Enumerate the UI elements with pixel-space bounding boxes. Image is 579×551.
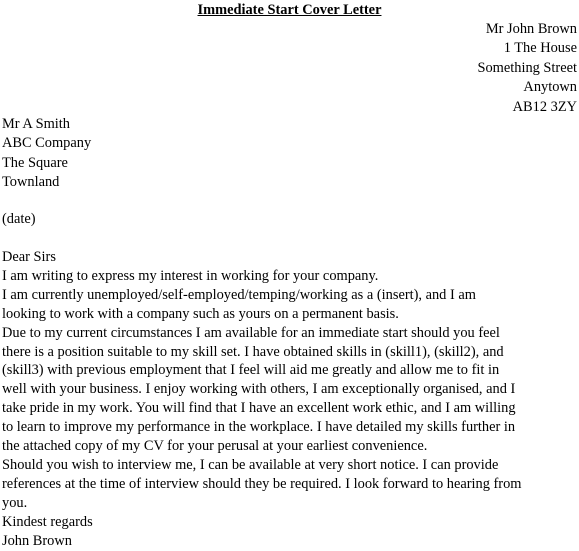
signature-name: John Brown (2, 532, 72, 549)
body-line: (skill3) with previous employment that I feel will aid me greatly and allow me to fit in (2, 362, 500, 379)
body-line: references at the time of interview should they be required. I look forward to hearing from (2, 475, 522, 492)
body-line: the attached copy of my CV for your perusal at your earliest convenience. (2, 438, 428, 455)
body-line: looking to work with a company such as yours on a permanent basis. (2, 305, 399, 322)
letter-date: (date) (2, 211, 36, 227)
recipient-company: ABC Company (2, 135, 92, 152)
recipient-address-line: The Square (2, 154, 68, 171)
sender-address-line: 1 The House (503, 40, 577, 57)
letter-title: Immediate Start Cover Letter (197, 2, 382, 18)
sender-address-line: Something Street (477, 59, 577, 76)
body-line: Should you wish to interview me, I can be available at very short notice. I can provide (2, 456, 499, 473)
sender-address-line: Anytown (523, 79, 577, 96)
body-line: to learn to improve my performance in the workplace. I have detailed my skills further in (2, 419, 516, 436)
body-line: there is a position suitable to my skill set. I have obtained skills in (skill1), (skill2), and (2, 343, 504, 360)
sender-name: Mr John Brown (485, 21, 577, 37)
body-line: Due to my current circumstances I am available for an immediate start should you feel (2, 324, 500, 341)
recipient-address (2, 115, 91, 193)
letter-body (2, 248, 574, 551)
body-line: I am currently unemployed/self-employed/temping/working as a (insert), and I am (2, 286, 476, 303)
recipient-address-line: Townland (2, 174, 60, 191)
sender-address (477, 20, 577, 117)
body-line: I am writing to express my interest in working for your company. (2, 267, 379, 284)
recipient-name: Mr A Smith (2, 116, 70, 132)
body-line: you. (2, 494, 28, 511)
sender-postcode: AB12 3ZY (512, 98, 577, 115)
closing: Kindest regards (2, 513, 93, 530)
body-line: take pride in my work. You will find that I have an excellent work ethic, and I am willing (2, 400, 516, 417)
body-line: well with your business. I enjoy working with others, I am exceptionally organised, and I (2, 381, 516, 398)
salutation: Dear Sirs (2, 249, 56, 265)
